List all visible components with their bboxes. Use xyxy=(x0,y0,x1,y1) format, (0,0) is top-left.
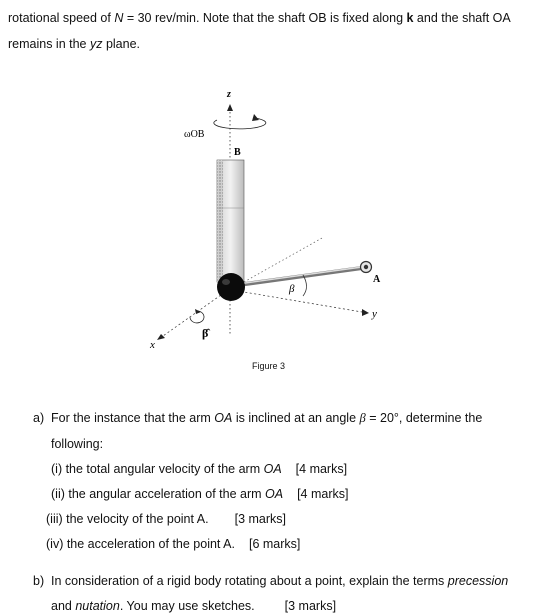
intro-var-n: N xyxy=(114,11,124,25)
item-text: (ii) the angular acceleration of the arm xyxy=(51,487,265,501)
intro-text: plane. xyxy=(102,37,141,51)
part-a-item-iii xyxy=(46,511,286,527)
figure-caption: Figure 3 xyxy=(252,361,286,371)
item-text: (iii) the velocity of the point A. xyxy=(46,512,209,526)
beta-arc xyxy=(303,275,307,296)
point-b-label: B xyxy=(234,147,241,158)
part-a-var-beta: β xyxy=(359,411,366,425)
intro-text: and the shaft OA xyxy=(413,11,511,25)
intro-text: rotational speed of xyxy=(8,11,115,25)
item-marks: [3 marks] xyxy=(234,512,286,526)
item-var: OA xyxy=(263,462,282,476)
term-precession: precession xyxy=(447,574,509,588)
figure-svg xyxy=(0,80,541,380)
part-a-var-oa: OA xyxy=(214,411,233,425)
beta-label: β xyxy=(289,283,295,295)
pivot-highlight xyxy=(222,279,230,285)
pivot-o xyxy=(217,273,245,301)
y-axis-arrow xyxy=(362,309,369,316)
y-axis-label: y xyxy=(372,308,377,320)
omega-ob-label: ωOB xyxy=(184,129,205,140)
intro-line-1 xyxy=(8,10,511,26)
x-axis-label: x xyxy=(150,339,155,351)
part-a-item-iv xyxy=(46,536,300,552)
part-a-item-i xyxy=(51,461,347,477)
part-a-line-1 xyxy=(51,410,482,426)
arm-oa-highlight xyxy=(238,267,362,284)
beta-hat-label: β̂ xyxy=(202,326,209,340)
x-axis xyxy=(163,290,228,336)
part-a-text: For the instance that the arm xyxy=(51,411,215,425)
part-b-text: . You may use sketches. xyxy=(119,599,255,613)
item-text: (i) the total angular velocity of the arm xyxy=(51,462,264,476)
part-b-line-1 xyxy=(51,573,508,589)
y-axis xyxy=(232,290,362,312)
item-var: OA xyxy=(265,487,284,501)
term-nutation: nutation xyxy=(75,599,120,613)
intro-line-2 xyxy=(8,36,140,52)
part-a-label: a) xyxy=(33,411,45,425)
part-b-line-2 xyxy=(51,598,336,614)
figure-3 xyxy=(0,80,541,380)
arm-oa xyxy=(238,268,362,285)
part-b-marks: [3 marks] xyxy=(284,599,337,613)
part-a-item-ii xyxy=(51,486,348,502)
omega-rotation-arrow xyxy=(252,114,259,121)
item-text: (iv) the acceleration of the point A. xyxy=(46,537,235,551)
point-a-label: A xyxy=(373,274,381,285)
intro-var-yz: yz xyxy=(89,37,103,51)
point-a-center xyxy=(364,265,368,269)
x-axis-arrow xyxy=(157,334,165,340)
part-b-label: b) xyxy=(33,574,45,588)
item-marks: [4 marks] xyxy=(297,487,349,501)
intro-bold-k: k xyxy=(406,11,414,25)
part-a-line-2: following: xyxy=(51,437,104,451)
item-marks: [4 marks] xyxy=(295,462,348,476)
item-marks: [6 marks] xyxy=(249,537,301,551)
shaft-ob-shading xyxy=(217,160,223,282)
part-b-text: In consideration of a rigid body rotating about a point, explain the terms xyxy=(51,574,448,588)
z-axis-arrow xyxy=(227,104,233,111)
part-a-text: is inclined at an angle xyxy=(232,411,360,425)
part-a-text: = 20°, determine the xyxy=(365,411,483,425)
part-b-text: and xyxy=(51,599,76,613)
z-axis-label: z xyxy=(227,89,231,100)
intro-text: = 30 rev/min. Note that the shaft OB is fixed along xyxy=(123,11,407,25)
intro-text: remains in the xyxy=(8,37,90,51)
